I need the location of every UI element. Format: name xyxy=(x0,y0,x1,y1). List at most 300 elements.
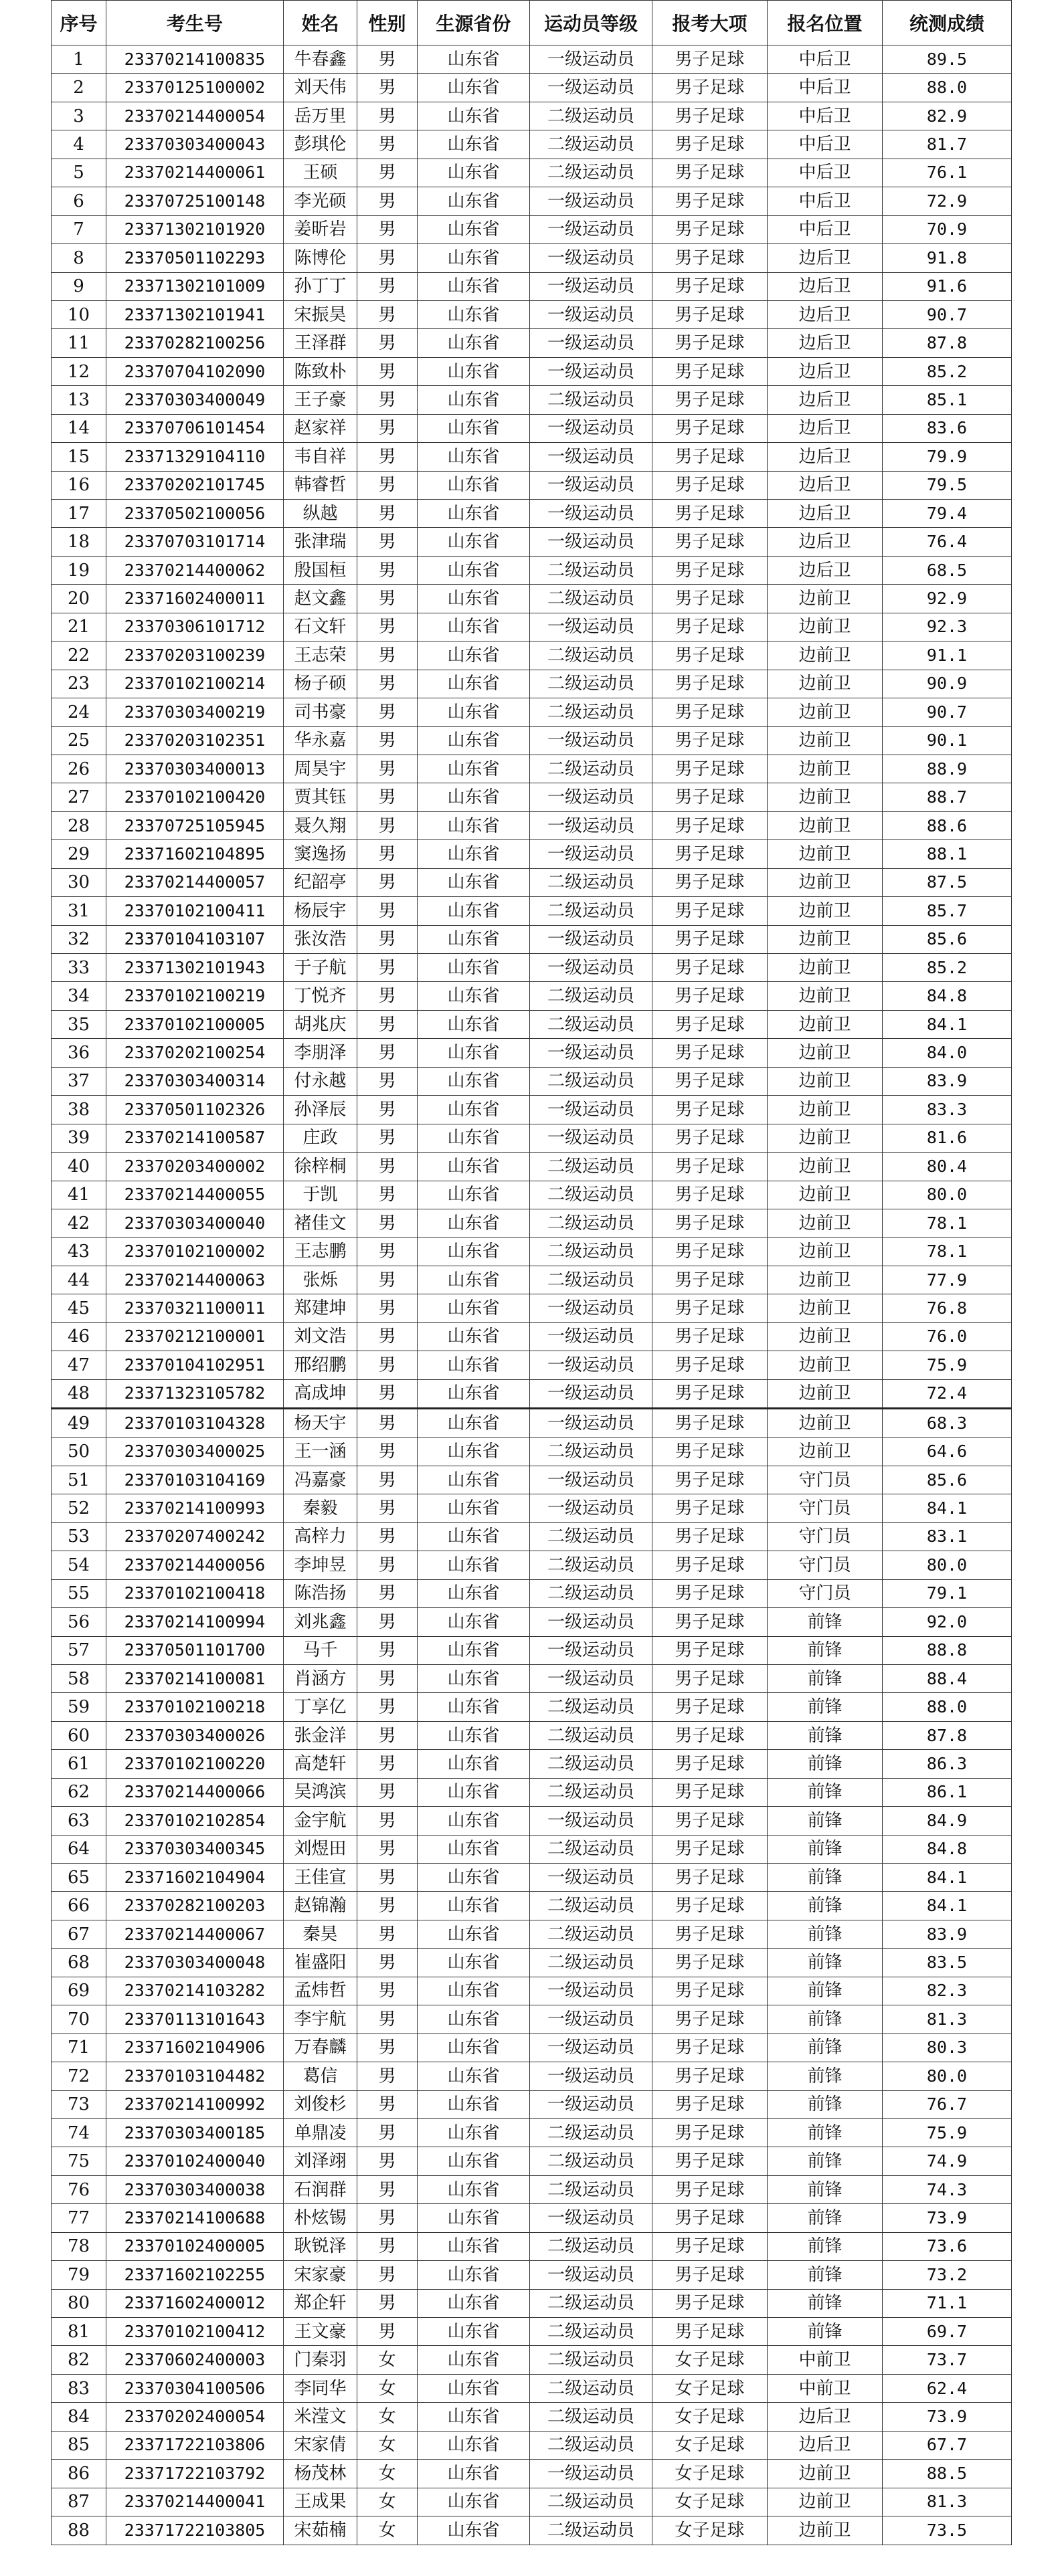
table-row xyxy=(52,954,1012,982)
cell-sport: 男子足球 xyxy=(652,386,768,414)
cell-score: 87.8 xyxy=(883,329,1012,357)
cell-position: 边前卫 xyxy=(768,2488,883,2516)
table-row xyxy=(52,698,1012,726)
cell-index: 17 xyxy=(52,500,106,528)
cell-index: 84 xyxy=(52,2403,106,2431)
cell-sport: 男子足球 xyxy=(652,1039,768,1067)
cell-province: 山东省 xyxy=(418,1636,530,1664)
cell-province: 山东省 xyxy=(418,1750,530,1778)
cell-score: 80.0 xyxy=(883,2062,1012,2090)
cell-index: 16 xyxy=(52,471,106,499)
cell-score: 74.3 xyxy=(883,2175,1012,2203)
cell-score: 88.9 xyxy=(883,755,1012,783)
cell-index: 13 xyxy=(52,386,106,414)
cell-name: 高成坤 xyxy=(284,1379,357,1408)
cell-index: 85 xyxy=(52,2431,106,2459)
table-row xyxy=(52,45,1012,74)
cell-province: 山东省 xyxy=(418,1608,530,1636)
cell-athlete-level: 一级运动员 xyxy=(530,2090,652,2118)
cell-province: 山东省 xyxy=(418,2062,530,2090)
cell-athlete-level: 一级运动员 xyxy=(530,1379,652,1408)
cell-gender: 男 xyxy=(357,1608,418,1636)
cell-index: 26 xyxy=(52,755,106,783)
cell-gender: 男 xyxy=(357,1096,418,1124)
cell-sport: 男子足球 xyxy=(652,2034,768,2062)
cell-province: 山东省 xyxy=(418,2261,530,2289)
cell-athlete-level: 二级运动员 xyxy=(530,2318,652,2346)
cell-gender: 男 xyxy=(357,2147,418,2175)
cell-name: 王志荣 xyxy=(284,641,357,670)
cell-score: 83.5 xyxy=(883,1949,1012,1977)
cell-score: 76.4 xyxy=(883,528,1012,556)
cell-sport: 男子足球 xyxy=(652,357,768,385)
cell-score: 90.9 xyxy=(883,670,1012,698)
cell-score: 90.7 xyxy=(883,300,1012,328)
cell-gender: 男 xyxy=(357,102,418,130)
cell-province: 山东省 xyxy=(418,414,530,442)
cell-gender: 男 xyxy=(357,613,418,641)
cell-score: 79.9 xyxy=(883,443,1012,471)
cell-sport: 男子足球 xyxy=(652,897,768,925)
cell-index: 74 xyxy=(52,2118,106,2147)
cell-position: 边前卫 xyxy=(768,2516,883,2545)
table-row xyxy=(52,187,1012,215)
cell-position: 边前卫 xyxy=(768,641,883,670)
cell-gender: 男 xyxy=(357,868,418,896)
cell-province: 山东省 xyxy=(418,1266,530,1294)
cell-name: 冯嘉豪 xyxy=(284,1466,357,1494)
cell-sport: 女子足球 xyxy=(652,2346,768,2374)
cell-gender: 男 xyxy=(357,1237,418,1266)
cell-position: 前锋 xyxy=(768,1608,883,1636)
cell-province: 山东省 xyxy=(418,1693,530,1721)
cell-athlete-level: 一级运动员 xyxy=(530,1864,652,1892)
cell-gender: 男 xyxy=(357,2318,418,2346)
cell-gender: 男 xyxy=(357,925,418,953)
cell-athlete-level: 一级运动员 xyxy=(530,1608,652,1636)
cell-province: 山东省 xyxy=(418,1864,530,1892)
cell-position: 前锋 xyxy=(768,1949,883,1977)
table-row xyxy=(52,1977,1012,2005)
cell-gender: 男 xyxy=(357,1039,418,1067)
cell-sport: 男子足球 xyxy=(652,187,768,215)
cell-index: 41 xyxy=(52,1181,106,1209)
cell-sport: 男子足球 xyxy=(652,2261,768,2289)
cell-score: 83.1 xyxy=(883,1522,1012,1551)
cell-sport: 男子足球 xyxy=(652,2062,768,2090)
cell-score: 68.5 xyxy=(883,556,1012,584)
cell-gender: 男 xyxy=(357,755,418,783)
cell-exam-id: 23370102100220 xyxy=(106,1750,284,1778)
cell-exam-id: 23371302101920 xyxy=(106,215,284,243)
cell-athlete-level: 一级运动员 xyxy=(530,2034,652,2062)
cell-province: 山东省 xyxy=(418,670,530,698)
cell-gender: 男 xyxy=(357,386,418,414)
cell-name: 牛春鑫 xyxy=(284,45,357,74)
cell-score: 82.9 xyxy=(883,102,1012,130)
cell-position: 边前卫 xyxy=(768,868,883,896)
cell-exam-id: 23370102102854 xyxy=(106,1807,284,1835)
cell-province: 山东省 xyxy=(418,2005,530,2034)
cell-name: 王子豪 xyxy=(284,386,357,414)
cell-gender: 男 xyxy=(357,215,418,243)
cell-name: 孙泽辰 xyxy=(284,1096,357,1124)
cell-province: 山东省 xyxy=(418,1379,530,1408)
cell-name: 刘煜田 xyxy=(284,1835,357,1863)
cell-province: 山东省 xyxy=(418,755,530,783)
cell-gender: 男 xyxy=(357,45,418,74)
cell-score: 84.1 xyxy=(883,1892,1012,1920)
cell-score: 67.7 xyxy=(883,2431,1012,2459)
cell-sport: 男子足球 xyxy=(652,1466,768,1494)
cell-gender: 男 xyxy=(357,1977,418,2005)
cell-athlete-level: 一级运动员 xyxy=(530,1466,652,1494)
cell-exam-id: 23370214400055 xyxy=(106,1181,284,1209)
cell-athlete-level: 一级运动员 xyxy=(530,187,652,215)
cell-gender: 男 xyxy=(357,897,418,925)
table-row xyxy=(52,1124,1012,1152)
cell-score: 62.4 xyxy=(883,2374,1012,2402)
cell-gender: 男 xyxy=(357,2232,418,2260)
cell-score: 73.7 xyxy=(883,2346,1012,2374)
cell-exam-id: 23370214400056 xyxy=(106,1551,284,1579)
cell-score: 75.9 xyxy=(883,2118,1012,2147)
cell-gender: 女 xyxy=(357,2346,418,2374)
cell-name: 李宇航 xyxy=(284,2005,357,2034)
cell-score: 92.3 xyxy=(883,613,1012,641)
cell-name: 石润群 xyxy=(284,2175,357,2203)
table-row xyxy=(52,2488,1012,2516)
table-row xyxy=(52,500,1012,528)
cell-athlete-level: 一级运动员 xyxy=(530,74,652,102)
cell-name: 邢绍鹏 xyxy=(284,1351,357,1379)
cell-province: 山东省 xyxy=(418,1438,530,1466)
cell-sport: 男子足球 xyxy=(652,159,768,187)
cell-province: 山东省 xyxy=(418,2232,530,2260)
cell-gender: 男 xyxy=(357,1835,418,1863)
cell-name: 贾其钰 xyxy=(284,783,357,811)
cell-province: 山东省 xyxy=(418,102,530,130)
table-body xyxy=(52,45,1012,2545)
cell-province: 山东省 xyxy=(418,159,530,187)
cell-sport: 男子足球 xyxy=(652,1237,768,1266)
cell-gender: 男 xyxy=(357,556,418,584)
cell-province: 山东省 xyxy=(418,982,530,1010)
cell-score: 73.9 xyxy=(883,2403,1012,2431)
cell-index: 77 xyxy=(52,2204,106,2232)
cell-exam-id: 23370125100002 xyxy=(106,74,284,102)
cell-athlete-level: 一级运动员 xyxy=(530,443,652,471)
cell-athlete-level: 二级运动员 xyxy=(530,1778,652,1806)
cell-name: 李光硕 xyxy=(284,187,357,215)
table-row xyxy=(52,1892,1012,1920)
cell-exam-id: 23370321100011 xyxy=(106,1294,284,1322)
cell-sport: 男子足球 xyxy=(652,1778,768,1806)
cell-exam-id: 23370502100056 xyxy=(106,500,284,528)
cell-name: 韩睿哲 xyxy=(284,471,357,499)
cell-position: 边前卫 xyxy=(768,2460,883,2488)
cell-index: 8 xyxy=(52,244,106,272)
cell-name: 单鼎凌 xyxy=(284,2118,357,2147)
cell-index: 15 xyxy=(52,443,106,471)
cell-score: 90.1 xyxy=(883,726,1012,755)
cell-province: 山东省 xyxy=(418,2034,530,2062)
cell-sport: 男子足球 xyxy=(652,868,768,896)
cell-sport: 男子足球 xyxy=(652,300,768,328)
cell-gender: 女 xyxy=(357,2431,418,2459)
cell-gender: 男 xyxy=(357,1067,418,1095)
cell-athlete-level: 一级运动员 xyxy=(530,300,652,328)
cell-index: 55 xyxy=(52,1579,106,1607)
cell-gender: 男 xyxy=(357,1750,418,1778)
cell-athlete-level: 二级运动员 xyxy=(530,1237,652,1266)
cell-gender: 男 xyxy=(357,357,418,385)
cell-gender: 男 xyxy=(357,1266,418,1294)
cell-exam-id: 23370214100994 xyxy=(106,1608,284,1636)
cell-score: 84.1 xyxy=(883,1010,1012,1038)
cell-gender: 男 xyxy=(357,2118,418,2147)
cell-athlete-level: 二级运动员 xyxy=(530,1153,652,1181)
cell-athlete-level: 二级运动员 xyxy=(530,1579,652,1607)
cell-name: 王佳宣 xyxy=(284,1864,357,1892)
cell-score: 73.2 xyxy=(883,2261,1012,2289)
header-index: 序号 xyxy=(52,1,106,45)
cell-gender: 男 xyxy=(357,1721,418,1749)
cell-exam-id: 23370102100002 xyxy=(106,1237,284,1266)
cell-position: 边前卫 xyxy=(768,954,883,982)
cell-name: 吴鸿滨 xyxy=(284,1778,357,1806)
cell-score: 78.1 xyxy=(883,1237,1012,1266)
cell-score: 71.1 xyxy=(883,2289,1012,2317)
cell-score: 74.9 xyxy=(883,2147,1012,2175)
cell-score: 85.6 xyxy=(883,925,1012,953)
cell-position: 守门员 xyxy=(768,1551,883,1579)
cell-index: 22 xyxy=(52,641,106,670)
cell-position: 守门员 xyxy=(768,1494,883,1522)
table-row xyxy=(52,130,1012,159)
header-province: 生源省份 xyxy=(418,1,530,45)
cell-name: 赵锦瀚 xyxy=(284,1892,357,1920)
cell-position: 边前卫 xyxy=(768,1010,883,1038)
cell-athlete-level: 二级运动员 xyxy=(530,1266,652,1294)
cell-score: 85.2 xyxy=(883,954,1012,982)
cell-gender: 男 xyxy=(357,471,418,499)
cell-score: 82.3 xyxy=(883,1977,1012,2005)
cell-athlete-level: 二级运动员 xyxy=(530,556,652,584)
cell-exam-id: 23370725105945 xyxy=(106,811,284,839)
table-row xyxy=(52,1294,1012,1322)
cell-sport: 男子足球 xyxy=(652,45,768,74)
cell-index: 46 xyxy=(52,1322,106,1351)
cell-name: 王志鹏 xyxy=(284,1237,357,1266)
cell-athlete-level: 一级运动员 xyxy=(530,471,652,499)
cell-exam-id: 23371602104895 xyxy=(106,840,284,868)
cell-position: 边前卫 xyxy=(768,1181,883,1209)
cell-index: 47 xyxy=(52,1351,106,1379)
cell-score: 75.9 xyxy=(883,1351,1012,1379)
cell-exam-id: 23371323105782 xyxy=(106,1379,284,1408)
cell-score: 92.9 xyxy=(883,585,1012,613)
cell-position: 边前卫 xyxy=(768,1294,883,1322)
cell-province: 山东省 xyxy=(418,840,530,868)
cell-name: 周昊宇 xyxy=(284,755,357,783)
cell-name: 宋茹楠 xyxy=(284,2516,357,2545)
cell-province: 山东省 xyxy=(418,45,530,74)
cell-athlete-level: 二级运动员 xyxy=(530,2374,652,2402)
table-row xyxy=(52,357,1012,385)
cell-sport: 男子足球 xyxy=(652,2289,768,2317)
cell-exam-id: 23371302101009 xyxy=(106,272,284,300)
cell-position: 中前卫 xyxy=(768,2346,883,2374)
header-gender: 性别 xyxy=(357,1,418,45)
cell-index: 71 xyxy=(52,2034,106,2062)
cell-name: 刘天伟 xyxy=(284,74,357,102)
table-row xyxy=(52,102,1012,130)
cell-exam-id: 23371722103805 xyxy=(106,2516,284,2545)
cell-province: 山东省 xyxy=(418,1124,530,1152)
cell-gender: 男 xyxy=(357,1209,418,1237)
cell-name: 丁享亿 xyxy=(284,1693,357,1721)
table-row xyxy=(52,2062,1012,2090)
cell-athlete-level: 二级运动员 xyxy=(530,2403,652,2431)
cell-athlete-level: 一级运动员 xyxy=(530,783,652,811)
cell-gender: 男 xyxy=(357,500,418,528)
cell-sport: 男子足球 xyxy=(652,755,768,783)
cell-score: 88.1 xyxy=(883,840,1012,868)
cell-athlete-level: 一级运动员 xyxy=(530,244,652,272)
cell-gender: 男 xyxy=(357,443,418,471)
cell-exam-id: 23370214400057 xyxy=(106,868,284,896)
cell-index: 48 xyxy=(52,1379,106,1408)
cell-gender: 男 xyxy=(357,272,418,300)
cell-athlete-level: 二级运动员 xyxy=(530,1750,652,1778)
table-row xyxy=(52,2005,1012,2034)
table-row xyxy=(52,783,1012,811)
table-row xyxy=(52,215,1012,243)
cell-position: 中后卫 xyxy=(768,45,883,74)
cell-score: 85.7 xyxy=(883,897,1012,925)
cell-athlete-level: 一级运动员 xyxy=(530,1977,652,2005)
cell-province: 山东省 xyxy=(418,897,530,925)
cell-position: 前锋 xyxy=(768,1977,883,2005)
cell-athlete-level: 二级运动员 xyxy=(530,982,652,1010)
cell-province: 山东省 xyxy=(418,215,530,243)
cell-athlete-level: 二级运动员 xyxy=(530,641,652,670)
table-row xyxy=(52,556,1012,584)
cell-sport: 男子足球 xyxy=(652,726,768,755)
cell-position: 前锋 xyxy=(768,2062,883,2090)
cell-index: 82 xyxy=(52,2346,106,2374)
cell-province: 山东省 xyxy=(418,1494,530,1522)
cell-index: 52 xyxy=(52,1494,106,1522)
cell-sport: 男子足球 xyxy=(652,1892,768,1920)
cell-index: 14 xyxy=(52,414,106,442)
cell-name: 赵家祥 xyxy=(284,414,357,442)
cell-exam-id: 23371302101943 xyxy=(106,954,284,982)
cell-position: 边后卫 xyxy=(768,300,883,328)
cell-index: 27 xyxy=(52,783,106,811)
cell-index: 80 xyxy=(52,2289,106,2317)
cell-gender: 男 xyxy=(357,1322,418,1351)
cell-gender: 男 xyxy=(357,1379,418,1408)
cell-athlete-level: 二级运动员 xyxy=(530,130,652,159)
cell-gender: 男 xyxy=(357,1181,418,1209)
cell-exam-id: 23370501102326 xyxy=(106,1096,284,1124)
cell-position: 前锋 xyxy=(768,1721,883,1749)
table-row xyxy=(52,755,1012,783)
table-row xyxy=(52,1466,1012,1494)
cell-exam-id: 23370214100688 xyxy=(106,2204,284,2232)
cell-exam-id: 23370214400063 xyxy=(106,1266,284,1294)
table-row xyxy=(52,2261,1012,2289)
cell-position: 中后卫 xyxy=(768,159,883,187)
cell-province: 山东省 xyxy=(418,1778,530,1806)
cell-athlete-level: 二级运动员 xyxy=(530,159,652,187)
cell-gender: 男 xyxy=(357,2261,418,2289)
cell-athlete-level: 二级运动员 xyxy=(530,1010,652,1038)
cell-index: 24 xyxy=(52,698,106,726)
cell-exam-id: 23370102100412 xyxy=(106,2318,284,2346)
cell-position: 前锋 xyxy=(768,2204,883,2232)
cell-province: 山东省 xyxy=(418,528,530,556)
cell-sport: 男子足球 xyxy=(652,641,768,670)
cell-gender: 男 xyxy=(357,840,418,868)
cell-score: 68.3 xyxy=(883,1409,1012,1438)
table-row xyxy=(52,74,1012,102)
cell-exam-id: 23370214100993 xyxy=(106,1494,284,1522)
cell-score: 80.3 xyxy=(883,2034,1012,2062)
cell-position: 边后卫 xyxy=(768,386,883,414)
cell-athlete-level: 二级运动员 xyxy=(530,2118,652,2147)
cell-position: 边后卫 xyxy=(768,556,883,584)
cell-sport: 男子足球 xyxy=(652,925,768,953)
table-row xyxy=(52,1209,1012,1237)
cell-index: 19 xyxy=(52,556,106,584)
table-row xyxy=(52,1237,1012,1266)
cell-score: 69.7 xyxy=(883,2318,1012,2346)
cell-province: 山东省 xyxy=(418,1209,530,1237)
table-row xyxy=(52,1864,1012,1892)
cell-sport: 男子足球 xyxy=(652,1209,768,1237)
cell-exam-id: 23370706101454 xyxy=(106,414,284,442)
cell-sport: 男子足球 xyxy=(652,1351,768,1379)
cell-exam-id: 23371602104904 xyxy=(106,1864,284,1892)
cell-position: 边后卫 xyxy=(768,471,883,499)
cell-position: 边前卫 xyxy=(768,1379,883,1408)
cell-gender: 男 xyxy=(357,300,418,328)
cell-province: 山东省 xyxy=(418,1039,530,1067)
cell-sport: 男子足球 xyxy=(652,1835,768,1863)
cell-gender: 男 xyxy=(357,1920,418,1948)
cell-province: 山东省 xyxy=(418,783,530,811)
cell-athlete-level: 一级运动员 xyxy=(530,925,652,953)
cell-index: 32 xyxy=(52,925,106,953)
cell-province: 山东省 xyxy=(418,2516,530,2545)
cell-index: 23 xyxy=(52,670,106,698)
table-row xyxy=(52,1778,1012,1806)
cell-province: 山东省 xyxy=(418,2175,530,2203)
cell-exam-id: 23370202400054 xyxy=(106,2403,284,2431)
table-row xyxy=(52,528,1012,556)
cell-athlete-level: 一级运动员 xyxy=(530,45,652,74)
cell-exam-id: 23370303400038 xyxy=(106,2175,284,2203)
table-row xyxy=(52,2175,1012,2203)
cell-score: 84.1 xyxy=(883,1494,1012,1522)
cell-province: 山东省 xyxy=(418,1522,530,1551)
cell-index: 69 xyxy=(52,1977,106,2005)
header-name: 姓名 xyxy=(284,1,357,45)
cell-index: 31 xyxy=(52,897,106,925)
